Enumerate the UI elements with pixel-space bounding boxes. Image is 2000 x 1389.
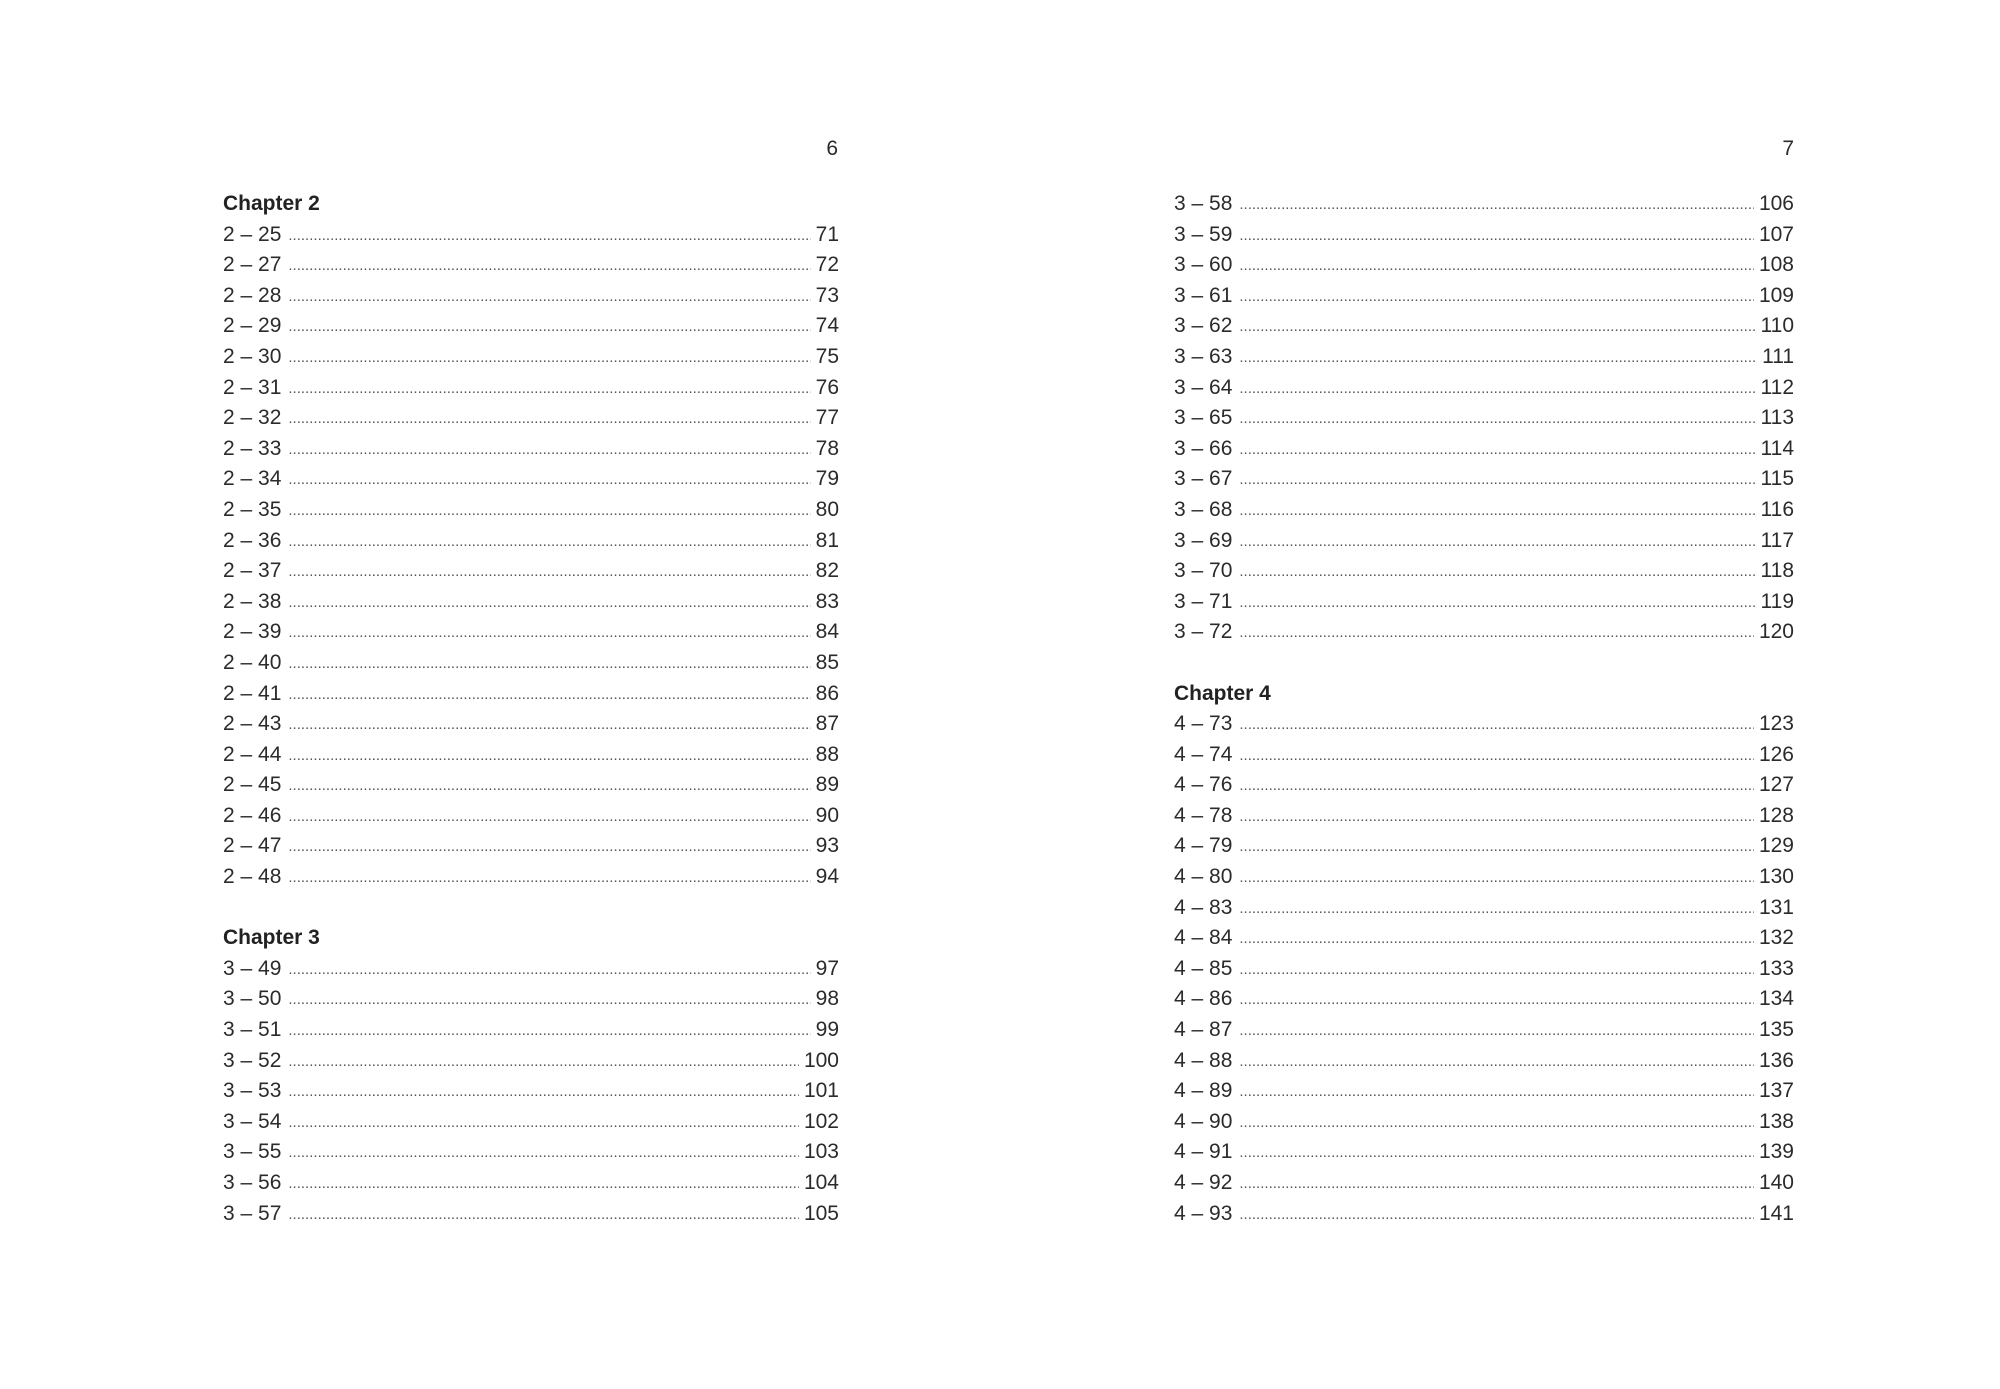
toc-entry-page-number: 102 bbox=[803, 1109, 839, 1133]
toc-entry-page-number: 139 bbox=[1758, 1140, 1794, 1164]
toc-entry-page-number: 140 bbox=[1758, 1171, 1794, 1194]
toc-entry-page-number: 86 bbox=[815, 681, 839, 705]
toc-entry-page-number: 111 bbox=[1762, 344, 1794, 368]
toc-entry-page-number: 132 bbox=[1758, 926, 1794, 950]
dot-leader bbox=[1239, 1077, 1754, 1108]
dot-leader bbox=[288, 312, 810, 343]
toc-entry-page-number: 127 bbox=[1758, 773, 1794, 797]
dot-leader bbox=[288, 588, 810, 619]
dot-leader bbox=[288, 435, 810, 466]
toc-entry[interactable] bbox=[223, 1137, 839, 1168]
toc-entry[interactable] bbox=[223, 1076, 839, 1107]
dot-leader bbox=[288, 1077, 799, 1108]
toc-entry-label: 3 – 65 bbox=[1174, 406, 1233, 430]
toc-entry-page-number: 76 bbox=[815, 375, 839, 399]
toc-entry[interactable] bbox=[1174, 770, 1794, 801]
toc-entry-page-number: 94 bbox=[815, 865, 839, 889]
toc-entry[interactable] bbox=[1174, 1046, 1794, 1077]
toc-entry-page-number: 99 bbox=[815, 1018, 839, 1042]
toc-entry-page-number: 79 bbox=[815, 467, 839, 491]
toc-entry-page-number: 80 bbox=[815, 497, 839, 521]
dot-leader bbox=[1239, 741, 1754, 772]
toc-entry[interactable] bbox=[223, 679, 839, 710]
toc-entry[interactable] bbox=[223, 220, 839, 251]
dot-leader bbox=[288, 618, 810, 649]
toc-entry-label: 4 – 90 bbox=[1174, 1109, 1233, 1133]
dot-leader bbox=[288, 1169, 799, 1200]
dot-leader bbox=[288, 649, 810, 680]
toc-entry-label: 2 – 46 bbox=[223, 803, 282, 827]
toc-entry[interactable] bbox=[1174, 250, 1794, 281]
toc-entry-label: 4 – 73 bbox=[1174, 712, 1233, 736]
dot-leader bbox=[288, 374, 810, 405]
toc-entry-label: 4 – 88 bbox=[1174, 1048, 1233, 1072]
dot-leader bbox=[288, 557, 810, 588]
toc-entry-page-number: 112 bbox=[1760, 375, 1794, 399]
toc-entry-label: 2 – 37 bbox=[223, 559, 282, 583]
toc-entry-label: 3 – 72 bbox=[1174, 620, 1233, 644]
dot-leader bbox=[288, 465, 810, 496]
toc-entry-page-number: 97 bbox=[815, 956, 839, 980]
toc-entry-page-number: 106 bbox=[1758, 192, 1794, 215]
toc-entry-page-number: 115 bbox=[1760, 467, 1794, 491]
toc-entry[interactable] bbox=[223, 1046, 839, 1077]
toc-section bbox=[223, 189, 839, 893]
toc-entry-page-number: 88 bbox=[815, 742, 839, 766]
toc-entry[interactable] bbox=[223, 587, 839, 618]
page-number: 7 bbox=[1782, 137, 1794, 160]
toc-entry-label: 2 – 43 bbox=[223, 712, 282, 736]
toc-entry-page-number: 114 bbox=[1760, 436, 1794, 460]
toc-entry[interactable] bbox=[223, 311, 839, 342]
toc-entry[interactable] bbox=[1174, 617, 1794, 648]
toc-entry[interactable] bbox=[1174, 373, 1794, 404]
toc-entry-page-number: 137 bbox=[1758, 1079, 1794, 1103]
dot-leader bbox=[288, 771, 810, 802]
toc-entry[interactable] bbox=[1174, 1137, 1794, 1168]
toc-entry-page-number: 103 bbox=[803, 1140, 839, 1164]
toc-entry-label: 3 – 66 bbox=[1174, 436, 1233, 460]
toc-entry-page-number: 138 bbox=[1758, 1109, 1794, 1133]
toc-entry-label: 2 – 35 bbox=[223, 497, 282, 521]
toc-entry-page-number: 75 bbox=[815, 344, 839, 368]
dot-leader bbox=[1239, 221, 1754, 252]
toc-entry[interactable] bbox=[223, 342, 839, 373]
toc-entry[interactable] bbox=[1174, 923, 1794, 954]
dot-leader bbox=[1239, 955, 1754, 986]
toc-entry-label: 3 – 55 bbox=[223, 1140, 282, 1164]
dot-leader bbox=[288, 985, 810, 1016]
toc-entry-page-number: 81 bbox=[815, 528, 839, 552]
toc-entry[interactable] bbox=[1174, 1076, 1794, 1107]
toc-entry[interactable] bbox=[1174, 464, 1794, 495]
dot-leader bbox=[1239, 527, 1755, 558]
dot-leader bbox=[1239, 1047, 1754, 1078]
toc-entry-page-number: 78 bbox=[815, 436, 839, 460]
dot-leader bbox=[1239, 404, 1755, 435]
dot-leader bbox=[288, 710, 810, 741]
dot-leader bbox=[288, 802, 810, 833]
toc-entry-page-number: 136 bbox=[1758, 1048, 1794, 1072]
dot-leader bbox=[1239, 435, 1755, 466]
toc-entry[interactable] bbox=[223, 740, 839, 771]
toc-entry-label: 3 – 63 bbox=[1174, 344, 1233, 368]
toc-entry-label: 3 – 51 bbox=[223, 1018, 282, 1042]
dot-leader bbox=[1239, 1200, 1754, 1231]
toc-entry-page-number: 72 bbox=[815, 253, 839, 277]
toc-entry-page-number: 110 bbox=[1760, 314, 1794, 338]
toc-entry-page-number: 126 bbox=[1758, 742, 1794, 766]
toc-entry-label: 3 – 68 bbox=[1174, 497, 1233, 521]
toc-entry-page-number: 104 bbox=[803, 1171, 839, 1194]
toc-entry-label: 4 – 89 bbox=[1174, 1079, 1233, 1103]
toc-entry[interactable] bbox=[223, 403, 839, 434]
toc-entry-page-number: 82 bbox=[815, 559, 839, 583]
table-of-contents-left bbox=[223, 189, 839, 1229]
toc-entry-page-number: 123 bbox=[1758, 712, 1794, 736]
toc-entry[interactable] bbox=[223, 617, 839, 648]
right-page bbox=[1000, 0, 2000, 1389]
section-spacer bbox=[223, 893, 839, 924]
toc-entry[interactable] bbox=[1174, 342, 1794, 373]
toc-entry-label: 3 – 70 bbox=[1174, 559, 1233, 583]
toc-entry[interactable] bbox=[223, 770, 839, 801]
dot-leader bbox=[1239, 894, 1754, 925]
dot-leader bbox=[288, 404, 810, 435]
dot-leader bbox=[288, 282, 810, 313]
toc-entry-label: 2 – 34 bbox=[223, 467, 282, 491]
toc-entry-label: 3 – 64 bbox=[1174, 375, 1233, 399]
toc-entry-label: 3 – 60 bbox=[1174, 253, 1233, 277]
toc-entry-page-number: 117 bbox=[1760, 528, 1794, 552]
toc-entry[interactable] bbox=[223, 862, 839, 893]
toc-entry-page-number: 98 bbox=[815, 987, 839, 1011]
dot-leader bbox=[288, 1016, 810, 1047]
toc-entry-page-number: 107 bbox=[1758, 222, 1794, 246]
dot-leader bbox=[1239, 1169, 1754, 1200]
toc-entry-label: 3 – 50 bbox=[223, 987, 282, 1011]
toc-entry-label: 4 – 86 bbox=[1174, 987, 1233, 1011]
toc-entry-label: 2 – 28 bbox=[223, 283, 282, 307]
toc-entry-page-number: 84 bbox=[815, 620, 839, 644]
dot-leader bbox=[288, 221, 810, 252]
toc-entry-label: 2 – 30 bbox=[223, 344, 282, 368]
toc-entry-page-number: 85 bbox=[815, 650, 839, 674]
toc-entry[interactable] bbox=[1174, 434, 1794, 465]
toc-entry-page-number: 119 bbox=[1760, 589, 1794, 613]
toc-entry-label: 2 – 45 bbox=[223, 773, 282, 797]
dot-leader bbox=[288, 1108, 799, 1139]
toc-entry[interactable] bbox=[1174, 526, 1794, 557]
dot-leader bbox=[288, 863, 810, 894]
toc-entry-label: 2 – 38 bbox=[223, 589, 282, 613]
toc-entry[interactable] bbox=[223, 250, 839, 281]
toc-entry-label: 4 – 93 bbox=[1174, 1201, 1233, 1225]
toc-entry[interactable] bbox=[223, 648, 839, 679]
toc-entry-label: 3 – 62 bbox=[1174, 314, 1233, 338]
toc-entry[interactable] bbox=[1174, 893, 1794, 924]
dot-leader bbox=[288, 680, 810, 711]
toc-entry-page-number: 118 bbox=[1760, 559, 1794, 583]
toc-entry-page-number: 87 bbox=[815, 712, 839, 736]
toc-entry[interactable] bbox=[223, 984, 839, 1015]
toc-entry-label: 2 – 33 bbox=[223, 436, 282, 460]
toc-entry-page-number: 90 bbox=[815, 803, 839, 827]
toc-entry-label: 3 – 49 bbox=[223, 956, 282, 980]
toc-entry[interactable] bbox=[1174, 189, 1794, 220]
toc-section bbox=[223, 893, 839, 1230]
toc-entry-page-number: 116 bbox=[1760, 497, 1794, 521]
dot-leader bbox=[288, 527, 810, 558]
toc-entry[interactable] bbox=[223, 434, 839, 465]
toc-entry[interactable] bbox=[1174, 984, 1794, 1015]
toc-entry[interactable] bbox=[223, 526, 839, 557]
dot-leader bbox=[1239, 1108, 1754, 1139]
toc-entry-label: 2 – 27 bbox=[223, 253, 282, 277]
dot-leader bbox=[1239, 832, 1754, 863]
toc-entry-label: 3 – 56 bbox=[223, 1171, 282, 1194]
toc-entry-label: 4 – 87 bbox=[1174, 1018, 1233, 1042]
toc-entry[interactable] bbox=[1174, 1168, 1794, 1199]
toc-entry-page-number: 105 bbox=[803, 1201, 839, 1225]
toc-entry-page-number: 71 bbox=[815, 222, 839, 246]
toc-entry[interactable] bbox=[1174, 220, 1794, 251]
toc-entry-page-number: 100 bbox=[803, 1048, 839, 1072]
toc-entry-page-number: 135 bbox=[1758, 1018, 1794, 1042]
toc-entry[interactable] bbox=[223, 1199, 839, 1230]
dot-leader bbox=[1239, 1138, 1754, 1169]
toc-entry-label: 3 – 67 bbox=[1174, 467, 1233, 491]
toc-entry-page-number: 93 bbox=[815, 834, 839, 858]
toc-entry-page-number: 141 bbox=[1758, 1201, 1794, 1225]
dot-leader bbox=[288, 1047, 799, 1078]
toc-entry-label: 2 – 44 bbox=[223, 742, 282, 766]
toc-entry-label: 4 – 84 bbox=[1174, 926, 1233, 950]
toc-entry-page-number: 130 bbox=[1758, 865, 1794, 889]
toc-entry[interactable] bbox=[223, 709, 839, 740]
toc-entry[interactable] bbox=[1174, 801, 1794, 832]
toc-entry-label: 3 – 54 bbox=[223, 1109, 282, 1133]
toc-entry-label: 2 – 31 bbox=[223, 375, 282, 399]
toc-entry-label: 4 – 91 bbox=[1174, 1140, 1233, 1164]
toc-entry[interactable] bbox=[1174, 1107, 1794, 1138]
dot-leader bbox=[288, 251, 810, 282]
toc-entry-label: 2 – 41 bbox=[223, 681, 282, 705]
toc-entry-page-number: 74 bbox=[815, 314, 839, 338]
toc-entry-label: 3 – 59 bbox=[1174, 222, 1233, 246]
dot-leader bbox=[288, 1138, 799, 1169]
toc-entry-label: 2 – 47 bbox=[223, 834, 282, 858]
dot-leader bbox=[288, 496, 810, 527]
chapter-heading: Chapter 4 bbox=[1174, 681, 1271, 705]
dot-leader bbox=[1239, 557, 1755, 588]
toc-entry-label: 3 – 61 bbox=[1174, 283, 1233, 307]
dot-leader bbox=[1239, 618, 1754, 649]
dot-leader bbox=[1239, 374, 1755, 405]
toc-entry-page-number: 83 bbox=[815, 589, 839, 613]
toc-entry-label: 3 – 57 bbox=[223, 1201, 282, 1225]
toc-entry[interactable] bbox=[223, 831, 839, 862]
table-of-contents-right bbox=[1174, 189, 1794, 1229]
toc-entry[interactable] bbox=[1174, 831, 1794, 862]
dot-leader bbox=[1239, 1016, 1754, 1047]
toc-entry-label: 4 – 79 bbox=[1174, 834, 1233, 858]
toc-entry-page-number: 128 bbox=[1758, 803, 1794, 827]
toc-entry-page-number: 73 bbox=[815, 283, 839, 307]
toc-entry[interactable] bbox=[1174, 281, 1794, 312]
toc-entry-label: 4 – 83 bbox=[1174, 895, 1233, 919]
toc-entry[interactable] bbox=[1174, 495, 1794, 526]
dot-leader bbox=[1239, 190, 1754, 221]
dot-leader bbox=[1239, 588, 1755, 619]
toc-entry-page-number: 108 bbox=[1758, 253, 1794, 277]
dot-leader bbox=[1239, 465, 1755, 496]
dot-leader bbox=[1239, 924, 1754, 955]
toc-entry[interactable] bbox=[223, 801, 839, 832]
toc-entry[interactable] bbox=[1174, 1015, 1794, 1046]
dot-leader bbox=[1239, 802, 1754, 833]
toc-entry-page-number: 113 bbox=[1760, 406, 1794, 430]
chapter-heading: Chapter 2 bbox=[223, 192, 320, 215]
toc-entry[interactable] bbox=[223, 495, 839, 526]
dot-leader bbox=[1239, 343, 1757, 374]
toc-entry-label: 4 – 78 bbox=[1174, 803, 1233, 827]
toc-entry-label: 3 – 71 bbox=[1174, 589, 1233, 613]
toc-entry-label: 2 – 39 bbox=[223, 620, 282, 644]
toc-entry-label: 3 – 52 bbox=[223, 1048, 282, 1072]
toc-entry-label: 2 – 25 bbox=[223, 222, 282, 246]
section-spacer bbox=[1174, 648, 1794, 679]
toc-entry[interactable] bbox=[1174, 403, 1794, 434]
toc-entry-page-number: 134 bbox=[1758, 987, 1794, 1011]
page-number: 6 bbox=[826, 137, 838, 160]
toc-entry[interactable] bbox=[223, 556, 839, 587]
toc-section bbox=[1174, 648, 1794, 1229]
toc-entry-page-number: 129 bbox=[1758, 834, 1794, 858]
dot-leader bbox=[1239, 985, 1754, 1016]
toc-entry-page-number: 89 bbox=[815, 773, 839, 797]
dot-leader bbox=[1239, 496, 1755, 527]
toc-entry[interactable] bbox=[1174, 556, 1794, 587]
toc-entry[interactable] bbox=[1174, 862, 1794, 893]
toc-entry-page-number: 131 bbox=[1758, 895, 1794, 919]
toc-entry-label: 2 – 32 bbox=[223, 406, 282, 430]
dot-leader bbox=[1239, 863, 1754, 894]
dot-leader bbox=[1239, 282, 1754, 313]
toc-entry[interactable] bbox=[1174, 954, 1794, 985]
toc-entry[interactable] bbox=[1174, 740, 1794, 771]
toc-entry-label: 2 – 48 bbox=[223, 865, 282, 889]
toc-entry[interactable] bbox=[223, 464, 839, 495]
toc-entry-label: 4 – 85 bbox=[1174, 956, 1233, 980]
toc-entry-label: 2 – 36 bbox=[223, 528, 282, 552]
toc-entry[interactable] bbox=[223, 954, 839, 985]
dot-leader bbox=[288, 1200, 799, 1231]
toc-section bbox=[1174, 189, 1794, 648]
chapter-heading: Chapter 3 bbox=[223, 926, 320, 950]
toc-entry[interactable] bbox=[1174, 587, 1794, 618]
dot-leader bbox=[1239, 312, 1755, 343]
toc-entry[interactable] bbox=[223, 1107, 839, 1138]
toc-entry-label: 3 – 53 bbox=[223, 1079, 282, 1103]
toc-entry[interactable] bbox=[223, 1168, 839, 1199]
toc-entry-label: 4 – 74 bbox=[1174, 742, 1233, 766]
dot-leader bbox=[288, 741, 810, 772]
dot-leader bbox=[1239, 710, 1754, 741]
dot-leader bbox=[288, 955, 810, 986]
dot-leader bbox=[1239, 251, 1754, 282]
toc-entry-label: 2 – 29 bbox=[223, 314, 282, 338]
toc-entry-page-number: 77 bbox=[815, 406, 839, 430]
toc-entry-label: 2 – 40 bbox=[223, 650, 282, 674]
toc-entry[interactable] bbox=[223, 1015, 839, 1046]
dot-leader bbox=[288, 343, 810, 374]
toc-entry[interactable] bbox=[1174, 1199, 1794, 1230]
toc-entry-label: 4 – 92 bbox=[1174, 1171, 1233, 1194]
toc-entry-page-number: 109 bbox=[1758, 283, 1794, 307]
toc-entry-label: 3 – 69 bbox=[1174, 528, 1233, 552]
toc-entry[interactable] bbox=[1174, 311, 1794, 342]
dot-leader bbox=[1239, 771, 1754, 802]
toc-entry[interactable] bbox=[1174, 709, 1794, 740]
toc-entry-label: 4 – 76 bbox=[1174, 773, 1233, 797]
toc-entry-page-number: 120 bbox=[1758, 620, 1794, 644]
toc-entry-label: 4 – 80 bbox=[1174, 865, 1233, 889]
dot-leader bbox=[288, 832, 810, 863]
toc-entry[interactable] bbox=[223, 281, 839, 312]
toc-entry-label: 3 – 58 bbox=[1174, 192, 1233, 215]
toc-entry-page-number: 101 bbox=[803, 1079, 839, 1103]
toc-entry-page-number: 133 bbox=[1758, 956, 1794, 980]
toc-entry[interactable] bbox=[223, 373, 839, 404]
